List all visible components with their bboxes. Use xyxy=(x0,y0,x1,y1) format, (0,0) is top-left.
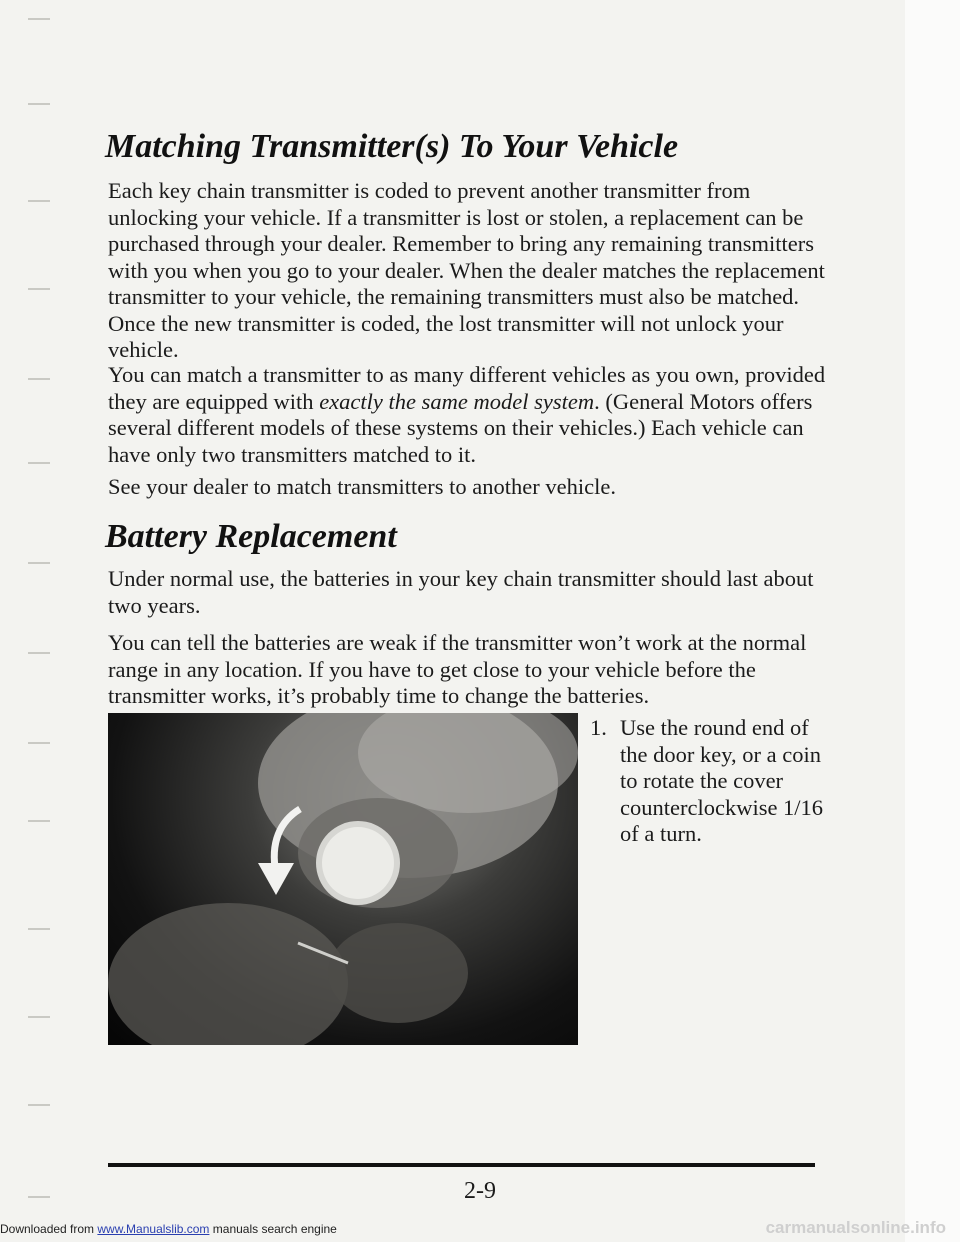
margin-tick xyxy=(28,562,50,564)
manualslib-link[interactable]: www.Manualslib.com xyxy=(97,1222,210,1236)
margin-tick xyxy=(28,820,50,822)
watermark: carmanualsonline.info xyxy=(765,1218,946,1237)
margin-tick xyxy=(28,1104,50,1106)
text: You can match a transmitter to as many different vehicles as you own, provided they are equipped with xyxy=(108,362,826,414)
heading-battery-replacement: Battery Replacement xyxy=(105,518,397,555)
margin-tick xyxy=(28,288,50,290)
margin-tick xyxy=(28,103,50,105)
margin-tick xyxy=(28,378,50,380)
paragraph-multiple-vehicles xyxy=(108,362,828,468)
download-footer xyxy=(0,1222,337,1236)
emphasis-text: exactly the same model system xyxy=(319,388,595,414)
footer-rule xyxy=(108,1163,815,1167)
page-number: 2-9 xyxy=(464,1178,496,1204)
step-text: Use the round end of the door key, or a coin to rotate the cover counterclockwise 1/16 of a turn. xyxy=(620,715,824,846)
margin-tick xyxy=(28,742,50,744)
paragraph-battery-life: Under normal use, the batteries in your key chain transmitter should last about two years. xyxy=(108,566,814,618)
battery-cover-photo xyxy=(108,713,578,1045)
margin-tick xyxy=(28,18,50,20)
paragraph-see-dealer: See your dealer to match transmitters to another vehicle. xyxy=(108,474,616,499)
margin-tick xyxy=(28,462,50,464)
margin-tick xyxy=(28,200,50,202)
footer-text: Downloaded from xyxy=(0,1222,98,1236)
margin-tick xyxy=(28,652,50,654)
step-number: 1. xyxy=(590,715,607,740)
photo-illustration xyxy=(108,713,578,1045)
margin-tick xyxy=(28,1196,50,1198)
margin-tick xyxy=(28,1016,50,1018)
paragraph-key-coding: Each key chain transmitter is coded to prevent another transmitter from unlocking your vehicle. If a transmitter is lost or stolen, a replacement can be purchased through your dealer. Remember to bring any remaining transmitters with you when you go to your dealer. When the dealer matches the replacement transmitter to your vehicle, the remaining transmitters must also be matched. Once the new transmitter is coded, the lost transmitter will not unlock your vehicle. xyxy=(108,178,825,362)
paragraph-weak-batteries: You can tell the batteries are weak if the transmitter won’t work at the normal range in any location. If you have to get close to your vehicle before the transmitter works, it’s probably time to change the batteries. xyxy=(108,630,807,708)
page-edge xyxy=(905,0,960,1242)
footer-text: manuals search engine xyxy=(209,1222,337,1236)
margin-tick xyxy=(28,928,50,930)
text: . (General Motors offers several different models of these systems on their vehicles.) Each vehicle can have only two transmitters matched to it. xyxy=(108,388,813,467)
heading-matching-transmitters: Matching Transmitter(s) To Your Vehicle xyxy=(105,128,679,165)
